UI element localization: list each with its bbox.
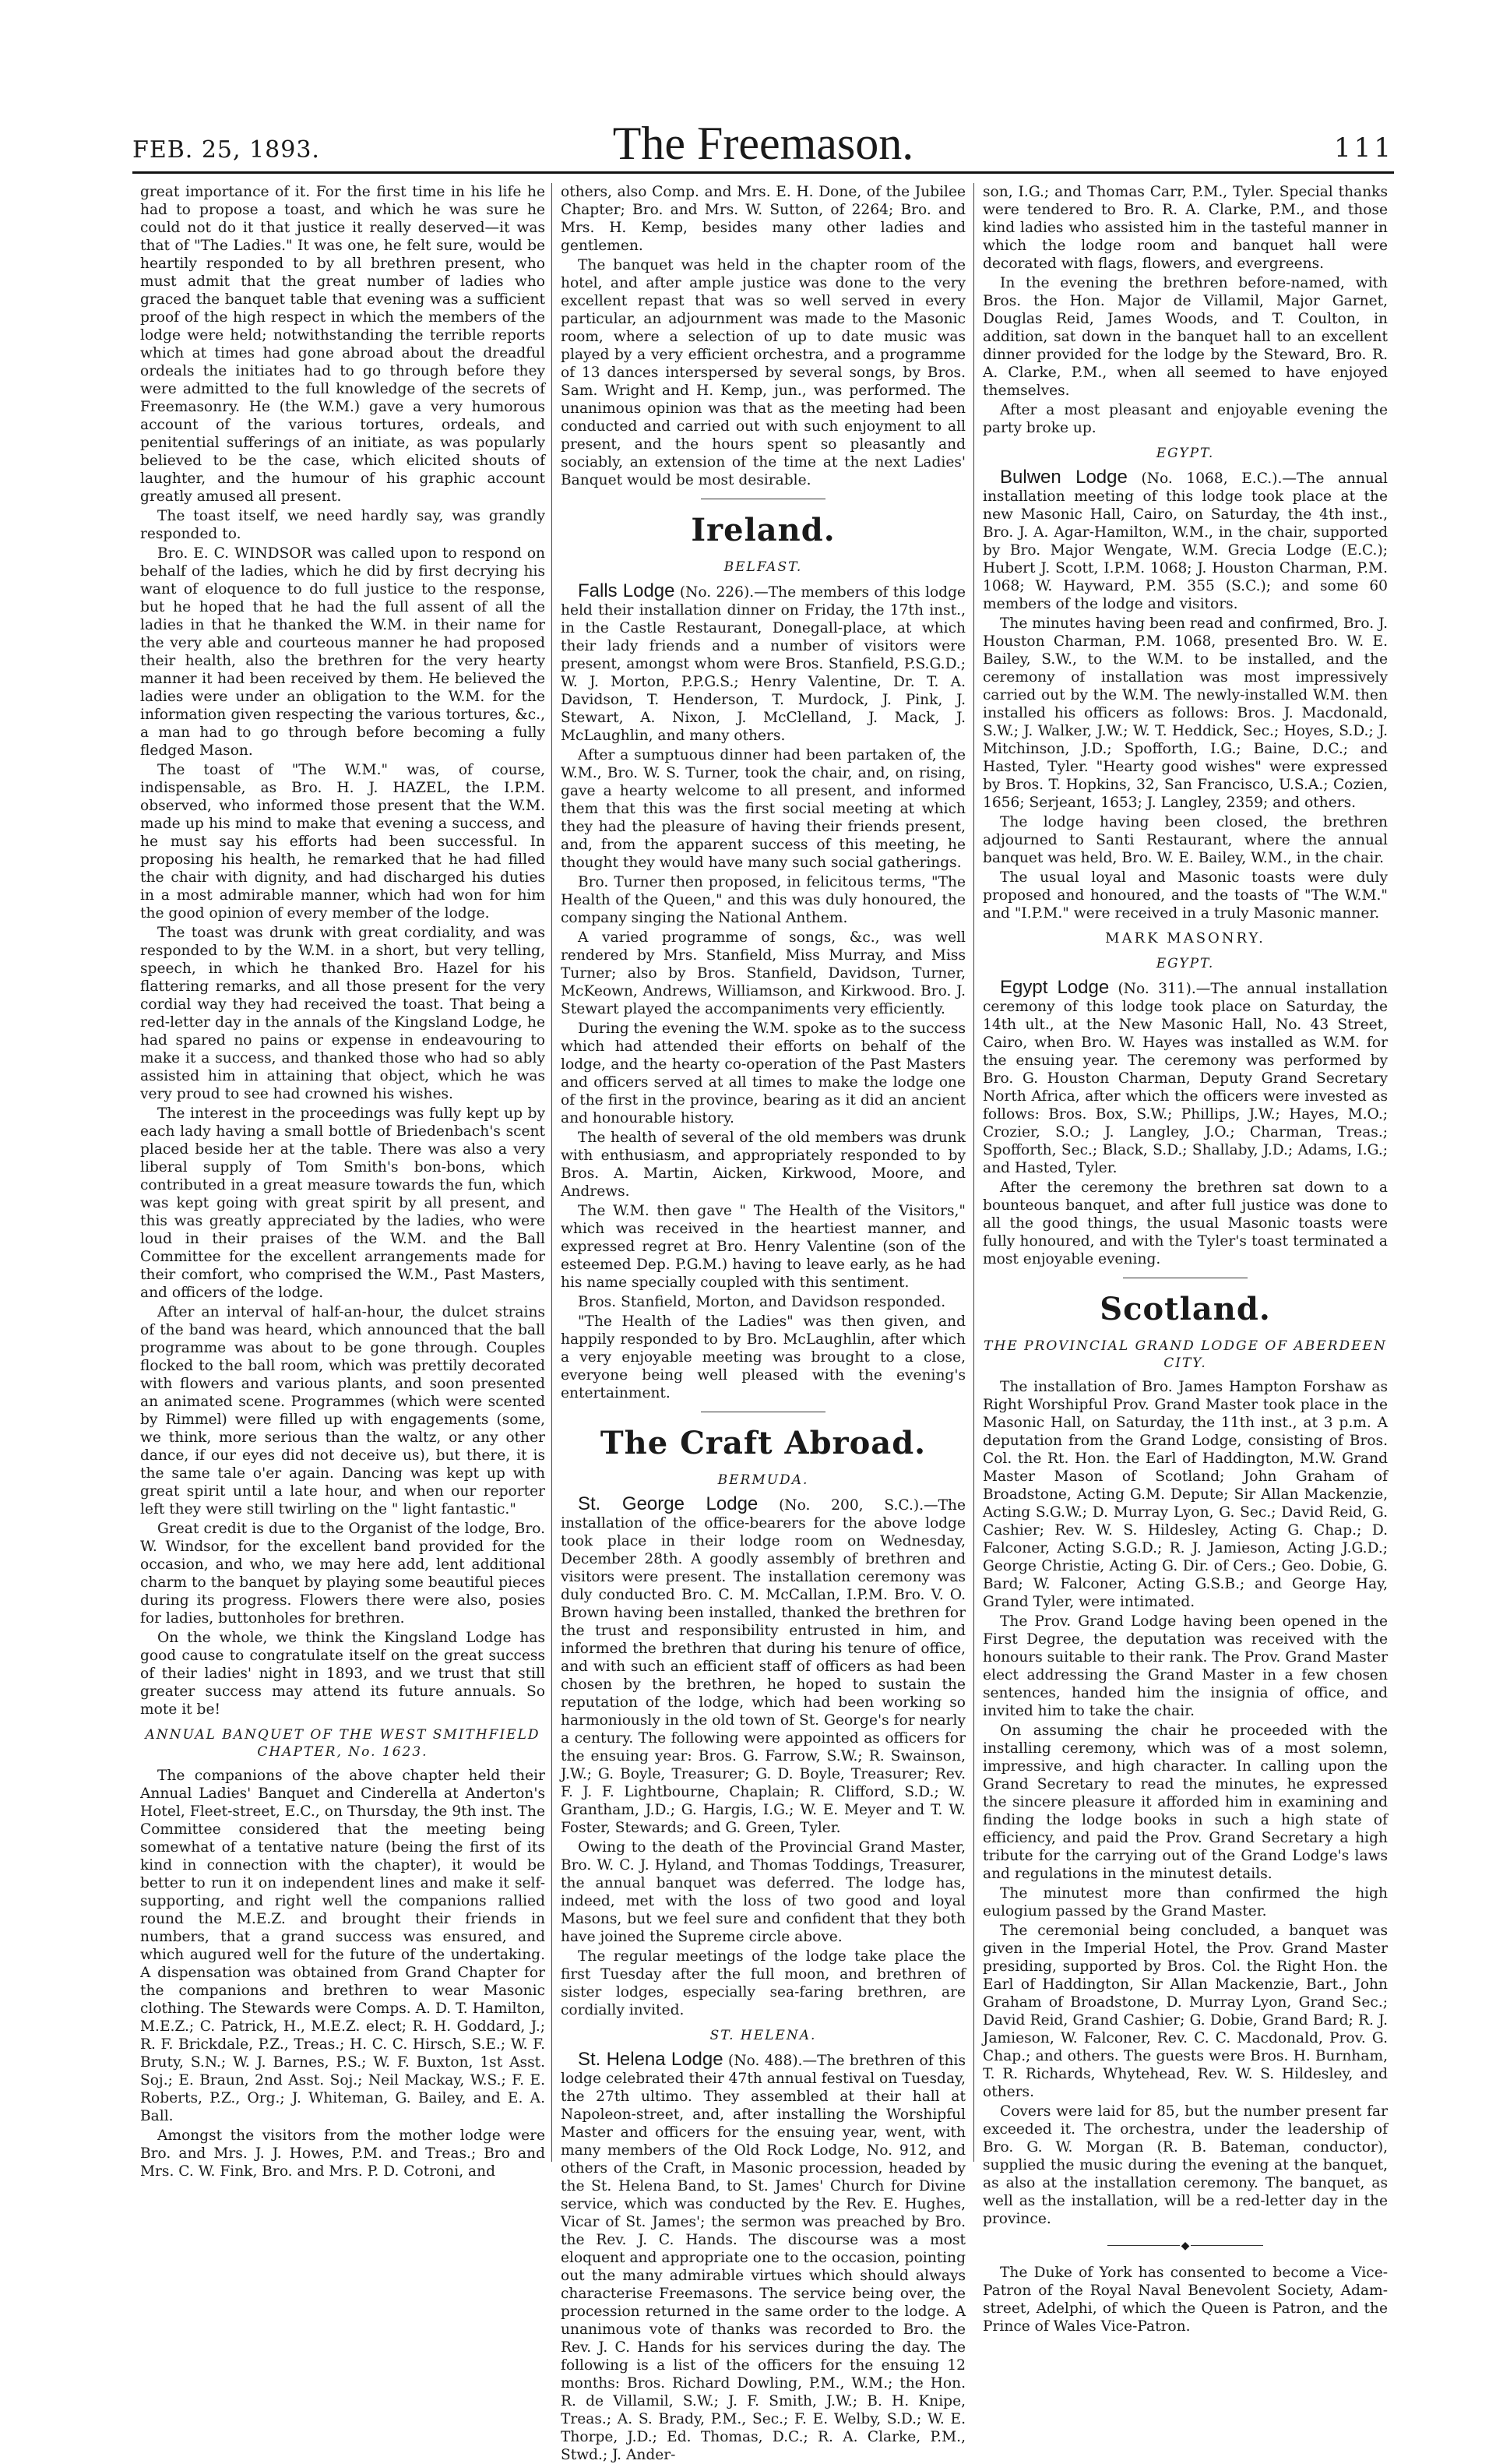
paragraph: The companions of the above chapter held their Annual Ladies' Banquet and Cinderella at Anderton's Hotel, Fleet-street, E.C., on Thursday, the 9th inst. The Committee considered that the meeting being somewhat of a tentative nature (being the first of its kind in connection with the chapter), it would be better to run it on independent lines and make it self-supporting, and right well the companions rallied round the M.E.Z. and brought their friends in numbers, that a grand success was ensured, and which augured well for the future of the undertaking. A dispensation was obtained from Grand Chapter for the companions and brethren to wear Masonic clothing. The Stewards were Comps. A. D. T. Hamilton, M.E.Z.; C. Patrick, H., M.E.Z. elect; R. H. Goddard, J.; R. F. Brickdale, P.Z., Treas.; H. C. C. Hirsch, S.E.; W. F. Bruty, S.N.; W. J. Barnes, P.S.; W. F. Buxton, 1st Asst. Soj.; E. Braun, 2nd Asst. Soj.; Neil Mackay, W.S.; F. E. Roberts, P.Z., Org.; J. Whiteman, G. Bailey, and E. A. Ball.: [140, 1768, 545, 2124]
paragraph: The minutest more than confirmed the high eulogium passed by the Grand Master.: [983, 1885, 1388, 1919]
paragraph: The lodge having been closed, the brethren adjourned to Santi Restaurant, where the annual banquet was held, Bro. W. E. Bailey, W.M., in the chair.: [983, 814, 1388, 866]
paragraph: The W.M. then gave " The Health of the Visitors," which was received in the heartiest manner, and expressed regret at Bro. Henry Valentine (son of the esteemed Dep. P.G.M.) having to leave early, as he had his name specially coupled with this sentiment.: [561, 1203, 966, 1291]
column-1: [140, 183, 545, 2180]
lodge-report: [561, 2050, 966, 2464]
paragraph: The installation of Bro. James Hampton Forshaw as Right Worshipful Prov. Grand Master took place in the Masonic Hall, on Saturday, the 11th inst., at 3 p.m. A deputation from the Grand Lodge, consisting of Bros. Col. the Rt. Hon. the Earl of Haddington, M.W. Grand Master Mason of Scotland; John Graham of Broadstone, Acting G.M. Depute; Sir Allan Mackenzie, Acting S.G.W.; D. Murray Lyon, G. Sec.; David Reid, G. Cashier; Rev. W. S. Hildesley, Acting G. Chap.; D. Falconer, Acting S.G.D.; R. J. Jamieson, Acting J.G.D.; George Christie, Acting G. Dir. of Cers.; Geo. Dobie, G. Bard; W. Falconer, Acting G.S.B.; and George Hay, Grand Tyler, were intimated.: [983, 1379, 1388, 1610]
ornamental-divider: [1107, 2240, 1263, 2251]
paragraph: "The Health of the Ladies" was then given, and happily responded to by Bro. McLaughlin, after which a very enjoyable meeting was brought to a close, everyone being well pleased with the evening's entertainment.: [561, 1313, 966, 1401]
paragraph: Bro. Turner then proposed, in felicitous terms, "The Health of the Queen," and this was duly honoured, the company singing the National Anthem.: [561, 874, 966, 926]
column-2: [561, 183, 966, 2463]
paragraph: The usual loyal and Masonic toasts were duly proposed and honoured, and the toasts of "The W.M." and "I.P.M." were received in a truly Masonic manner.: [983, 869, 1388, 922]
location-subheading: EGYPT.: [1156, 446, 1215, 461]
paragraph: The Prov. Grand Lodge having been opened in the First Degree, the deputation was received with the honours suitable to their rank. The Prov. Grand Master elect addressing the Grand Master in a few chosen sentences, handed him the insignia of office, and invited him to take the chair.: [983, 1613, 1388, 1719]
newspaper-title: The Freemason.: [612, 118, 914, 169]
lodge-report: [561, 1495, 966, 1837]
column-divider: [551, 183, 552, 2162]
column-3: [983, 183, 1388, 2335]
issue-date: FEB. 25, 1893.: [132, 136, 320, 164]
lodge-report-text: (No. 226).—The members of this lodge held their installation dinner on Friday, the 17th inst., in the Castle Restaurant, Donegall-place, at which their lady friends and a number of visitors were present, amongst whom were Bros. Stanfield, P.S.G.D.; W. J. Morton, P.P.G.S.; Henry Valentine, Dr. T. A. Davidson, T. Henderson, T. Murdock, J. Pink, J. Stewart, A. Nixon, J. McClelland, J. Mack, J. McLaughlin, and many others.: [561, 584, 966, 744]
paragraph: Great credit is due to the Organist of the lodge, Bro. W. Windsor, for the excellent band provided for the occasion, and who, we may here add, lent additional charm to the banquet by playing some beautiful pieces during its progress. Flowers there were also, posies for ladies, buttonholes for brethren.: [140, 1521, 545, 1627]
paragraph: After a sumptuous dinner had been partaken of, the W.M., Bro. W. S. Turner, took the chair, and, on rising, gave a hearty welcome to all present, and informed them that this was the first social meeting at which they had the pleasure of having their friends present, and, from the apparent success of this meeting, he thought they would have many such social gatherings.: [561, 747, 966, 871]
paragraph: others, also Comp. and Mrs. E. H. Done, of the Jubilee Chapter; Bro. and Mrs. W. Sutton, of 2264; Bro. and Mrs. H. Kemp, besides many other ladies and gentlemen.: [561, 184, 966, 254]
paragraph: The toast itself, we need hardly say, was grandly responded to.: [140, 508, 545, 542]
diamond-ornament-icon: ◆: [1181, 2240, 1190, 2252]
section-title-ireland: Ireland.: [691, 512, 836, 548]
lodge-report-text: (No. 311).—The annual installation ceremony of this lodge took place on Saturday, the 14th ult., at the New Masonic Hall, No. 43 Street, Cairo, when Bro. W. Hayes was installed as W.M. for the ensuing year. The ceremony was performed by Bro. G. Houston Charman, Deputy Grand Secretary North Africa, after which the officers were invested as follows: Bros. Box, S.W.; Phillips, J.W.; Hayes, M.O.; Crozier, S.O.; J. Langley, J.O.; Charman, Treas.; Spofforth, Sec.; Black, S.D.; Shallaby, J.D.; Adams, I.G.; and Hasted, Tyler.: [983, 981, 1388, 1176]
paragraph: The Duke of York has consented to become a Vice-Patron of the Royal Naval Benevolent Society, Adam-street, Adelphi, of which the Queen is Patron, and the Prince of Wales Vice-Patron.: [983, 2265, 1388, 2335]
paragraph: On assuming the chair he proceeded with the installing ceremony, which was of a most solemn, impressive, and high character. In calling upon the Grand Secretary to read the minutes, he expressed the sincere pleasure it afforded him in examining and finding the lodge books in such a high state of efficiency, and paid the Prov. Grand Secretary a high tribute for the carrying out of the Grand Lodge's laws and regulations in the minutest details.: [983, 1722, 1388, 1882]
paragraph: The banquet was held in the chapter room of the hotel, and after ample justice was done to the very excellent repast that was so well served in every particular, an adjournment was made to the Masonic room, where a selection of up to date music was played by a very efficient orchestra, and a programme of 13 dances interspersed by several songs, by Bros. Sam. Wright and H. Kemp, jun., was performed. The unanimous opinion was that as the meeting had been conducted and carried out with such enjoyment to all present, and the hours spent so pleasantly and sociably, an extension of the time at the next Ladies' Banquet would be most desirable.: [561, 257, 966, 488]
paragraph: Bro. E. C. WINDSOR was called upon to respond on behalf of the ladies, which he did by first decrying his want of eloquence to do full justice to the response, but he hoped that he had the full assent of all the ladies in that he thanked the W.M. in their name for the very able and courteous manner he had proposed their health, also the brethren for the very hearty manner it had been received by them. He believed the ladies were under an obligation to the W.M. for the information given respecting the various tortures, &c., a man had to go through before becoming a fully fledged Mason.: [140, 545, 545, 759]
lodge-name: Falls Lodge: [578, 580, 675, 601]
paragraph: After a most pleasant and enjoyable evening the party broke up.: [983, 402, 1388, 436]
section-title-scotland: Scotland.: [1100, 1291, 1271, 1327]
paragraph: The health of several of the old members was drunk with enthusiasm, and appropriately responded to by Bros. A. Martin, Aicken, Kirkwood, Moore, and Andrews.: [561, 1130, 966, 1200]
page-number: 111: [1334, 132, 1394, 164]
location-subheading: BERMUDA.: [717, 1472, 809, 1488]
section-title-craft-abroad: The Craft Abroad.: [600, 1425, 927, 1461]
paragraph: Bros. Stanfield, Morton, and Davidson responded.: [578, 1294, 946, 1310]
paragraph: During the evening the W.M. spoke as to the success which had attended their efforts on behalf of the lodge, and the hearty co-operation of the Past Masters and officers served at all times to make the lodge one of the first in the province, bearing as it did an ancient and honourable history.: [561, 1020, 966, 1126]
paragraph: After an interval of half-an-hour, the dulcet strains of the band was heard, which announced that the ball programme was about to be gone through. Couples flocked to the ball room, which was prettily decorated with flowers and various plants, and soon presented an animated scene. Programmes (which were scented by Rimmel) were filled up with engagements (some, we think, more serious than the waltz, or any other dance, if our eyes did not deceive us), but there, it is the same tale o'er again. Dancing was kept up with great spirit until a late hour, and when our reporter left they were still twirling on the " light fantastic.": [140, 1304, 545, 1518]
lodge-report-text: (No. 1068, E.C.).—The annual installation meeting of this lodge took place at the new Masonic Hall, Cairo, on Saturday, the 4th inst., Bro. J. A. Agar-Hamilton, W.M., in the chair, supported by Bro. Major Wengate, W.M. Grecia Lodge (E.C.); Hubert J. Scott, I.P.M. 1068; J. Houston Charman, P.M. 1068; W. Hayward, P.M. 355 (S.C.); and some 60 members of the lodge and visitors.: [983, 471, 1388, 612]
paragraph: The toast was drunk with great cordiality, and was responded to by the W.M. in a short, but very telling, speech, in which he thanked Bro. Hazel for his flattering remarks, and all those present for the very cordial way they had received the toast. That being a red-letter day in the annals of the Kingsland Lodge, he had spared no pains or expense in endeavouring to make it a success, and thanked those who had so ably assisted him in attaining that object, which he was very proud to see had crowned his wishes.: [140, 925, 545, 1102]
paragraph: great importance of it. For the first time in his life he had to propose a toast, and which he was sure he could not do it that justice it really deserved—it was that of "The Ladies." It was one, he felt sure, would be heartily responded to by all brethren present, who must admit that the great number of ladies who graced the banquet table that evening was a sufficient proof of the high respect in which the members of the lodge were held; notwithstanding the terrible reports which at times had gone abroad about the dreadful ordeals the initiates had to go through before they were admitted to the full knowledge of the secrets of Freemasonry. He (the W.M.) gave a very humorous account of the various tortures, ordeals, and penitential sufferings of an initiate, as was popularly believed to be the case, which elicited shouts of laughter, and the humour of his graphic account greatly amused all present.: [140, 184, 545, 505]
article-subheading: THE PROVINCIAL GRAND LODGE OF ABERDEEN CITY.: [984, 1338, 1387, 1371]
paragraph: The interest in the proceedings was fully kept up by each lady having a small bottle of Briedenbach's scent placed beside her at the table. There was also a very liberal supply of Tom Smith's bon-bons, which contributed in a great measure towards the fun, which was kept going with great spirit by all present, and this was greatly appreciated by the ladies, who were loud in their praises of the W.M. and the Ball Committee for the excellent arrangements made for their comfort, who comprised the W.M., Past Masters, and officers of the lodge.: [140, 1105, 545, 1301]
paragraph: In the evening the brethren before-named, with Bros. the Hon. Major de Villamil, Major Garnet, Douglas Reid, James Woods, and T. Coulton, in addition, sat down in the banquet hall to an excellent dinner provided for the lodge by the Steward, Bro. R. A. Clarke, P.M., when all seemed to have enjoyed themselves.: [983, 275, 1388, 399]
lodge-name: St. Helena Lodge: [578, 2049, 723, 2070]
lodge-name: Bulwen Lodge: [1000, 467, 1128, 488]
location-subheading: BELFAST.: [723, 559, 803, 575]
masthead: [132, 109, 1394, 174]
section-subheading-mark-masonry: MARK MASONRY.: [1105, 930, 1265, 946]
column-divider: [973, 183, 974, 2162]
article-subheading: ANNUAL BANQUET OF THE WEST SMITHFIELD CHAPTER, No. 1623.: [145, 1727, 540, 1760]
lodge-report-text: (No. 488).—The brethren of this lodge celebrated their 47th annual festival on Tuesday, the 27th ultimo. They assembled at their hall at Napoleon-street, and, after installing the Worshipful Master and officers for the ensuing year, went, with many members of the Old Rock Lodge, No. 912, and others of the Craft, in Masonic procession, headed by the St. Helena Band, to St. James' Church for Divine service, which was conducted by the Rev. E. Hughes, Vicar of St. James'; the sermon was preached by Bro. the Rev. J. C. Hands. The discourse was a most eloquent and appropriate one to the occasion, pointing out the many admirable virtues which should always characterise Freemasons. The service being over, the procession returned in the same order to the lodge. A unanimous vote of thanks was recorded to Bro. the Rev. J. C. Hands for his services during the day. The following is a list of the officers for the ensuing 12 months: Bros. Richard Dowling, P.M., W.M.; the Hon. R. de Villamil, S.W.; J. F. Smith, J.W.; B. H. Knipe, Treas.; A. S. Brady, P.M., Sec.; F. E. Welby, S.D.; W. E. Thorpe, J.D.; Ed. Thomas, D.C.; R. A. Clarke, P.M., Stwd.; J. Ander-: [561, 2053, 966, 2463]
paragraph: The minutes having been read and confirmed, Bro. J. Houston Charman, P.M. 1068, presented Bro. W. E. Bailey, S.W., to the W.M. to be installed, and the ceremony of installation was most impressively carried out by the W.M. The newly-installed W.M. then installed his officers as follows: Bros. J. Macdonald, S.W.; J. Walker, J.W.; W. T. Heddick, Sec.; Hoyes, S.D.; J. Mitchinson, J.D.; Spofforth, I.G.; Baine, D.C.; and Hasted, Tyler. "Hearty good wishes" were expressed by Bros. T. Hopkins, 32, San Francisco, U.S.A.; Cozien, 1656; Serjeant, 1653; J. Langley, 2359; and others.: [983, 615, 1388, 811]
paragraph: Amongst the visitors from the mother lodge were Bro. and Mrs. J. J. Howes, P.M. and Treas.; Bro and Mrs. C. W. Fink, Bro. and Mrs. P. D. Cotroni, and: [140, 2127, 545, 2180]
paragraph: son, I.G.; and Thomas Carr, P.M., Tyler. Special thanks were tendered to Bro. R. A. Clarke, P.M., and those kind ladies who assisted him in the tasteful manner in which the lodge room and banquet hall were decorated with flags, flowers, and evergreens.: [983, 184, 1388, 272]
paragraph: The toast of "The W.M." was, of course, indispensable, as Bro. H. J. HAZEL, the I.P.M. observed, who informed those present that the W.M. made up his mind to make that evening a success, and he must say his efforts had been successful. In proposing his health, he remarked that he had filled the chair with dignity, and had discharged his duties in a most admirable manner, which had won for him the good opinion of every member of the lodge.: [140, 762, 545, 922]
paragraph: On the whole, we think the Kingsland Lodge has good cause to congratulate itself on the great success of their ladies' night in 1893, and we trust that still greater success may attend its future annuals. So mote it be!: [140, 1630, 545, 1718]
lodge-report: [561, 582, 966, 745]
paragraph: Owing to the death of the Provincial Grand Master, Bro. W. C. J. Hyland, and Thomas Toddings, Treasurer, the annual banquet was deferred. The lodge has, indeed, met with the loss of two good and loyal Masons, but we feel sure and confident that they both have joined the Supreme circle above.: [561, 1839, 966, 1945]
paragraph: A varied programme of songs, &c., was well rendered by Mrs. Stanfield, Miss Murray, and Miss Turner; also by Bros. Stanfield, Davidson, Turner, McKeown, Andrews, Williamson, and Kirkwood. Bro. J. Stewart played the accompaniments very efficiently.: [561, 929, 966, 1017]
paragraph: The regular meetings of the lodge take place the first Tuesday after the full moon, and brethren of sister lodges, especially sea-faring brethren, are cordially invited.: [561, 1948, 966, 2018]
paragraph: The ceremonial being concluded, a banquet was given in the Imperial Hotel, the Prov. Grand Master presiding, supported by Bros. Col. the Right Hon. the Earl of Haddington, Sir Allan Mackenzie, Bart., John Graham of Broadstone, D. Murray Lyon, Grand Sec.; David Reid, Grand Cashier; G. Dobie, Grand Bard; R. J. Jamieson, W. Falconer, Rev. C. C. Macdonald, Prov. G. Chap.; and others. The guests were Bros. H. Burnham, T. R. Richards, Whytehead, Rev. W. S. Hildesley, and others.: [983, 1923, 1388, 2100]
location-subheading: EGYPT.: [1156, 956, 1215, 971]
lodge-name: Egypt Lodge: [1000, 977, 1110, 998]
location-subheading: ST. HELENA.: [709, 2028, 817, 2043]
lodge-report-text: (No. 200, S.C.).—The installation of the office-bearers for the above lodge took place in their lodge room on Wednesday, December 28th. A goodly assembly of brethren and visitors were present. The installation ceremony was duly conducted Bro. C. M. McCallan, I.P.M. Bro. V. O. Brown having been installed, thanked the brethren for the trust and responsibility entrusted in him, and informed the brethren that during his tenure of office, and with such an efficient staff of officers as had been chosen by the brethren, he hoped to sustain the reputation of the lodge, which had been working so harmoniously in the old town of St. George's for nearly a century. The following were appointed as officers for the ensuing year: Bros. G. Farrow, S.W.; R. Swainson, J.W.; G. Boyle, Treasurer; G. D. Boyle, Treasurer; Rev. F. J. F. Lightbourne, Chaplain; R. Clifford, S.D.; W. Grantham, J.D.; G. Hargis, I.G.; W. E. Meyer and T. W. Foster, Stewards; and G. Green, Tyler.: [561, 1497, 966, 1836]
paragraph: After the ceremony the brethren sat down to a bounteous banquet, and after full justice was done to all the good things, the usual Masonic toasts were fully honoured, and with the Tyler's toast terminated a most enjoyable evening.: [983, 1179, 1388, 1267]
lodge-report: [983, 978, 1388, 1177]
paragraph: Covers were laid for 85, but the number present far exceeded it. The orchestra, under the leadership of Bro. G. W. Morgan (R. B. Bateman, conductor), supplied the music during the evening at the banquet, as also at the installation ceremony. The banquet, as well as the installation, will be a red-letter day in the province.: [983, 2103, 1388, 2227]
lodge-name: St. George Lodge: [578, 1493, 759, 1514]
lodge-report: [983, 468, 1388, 613]
